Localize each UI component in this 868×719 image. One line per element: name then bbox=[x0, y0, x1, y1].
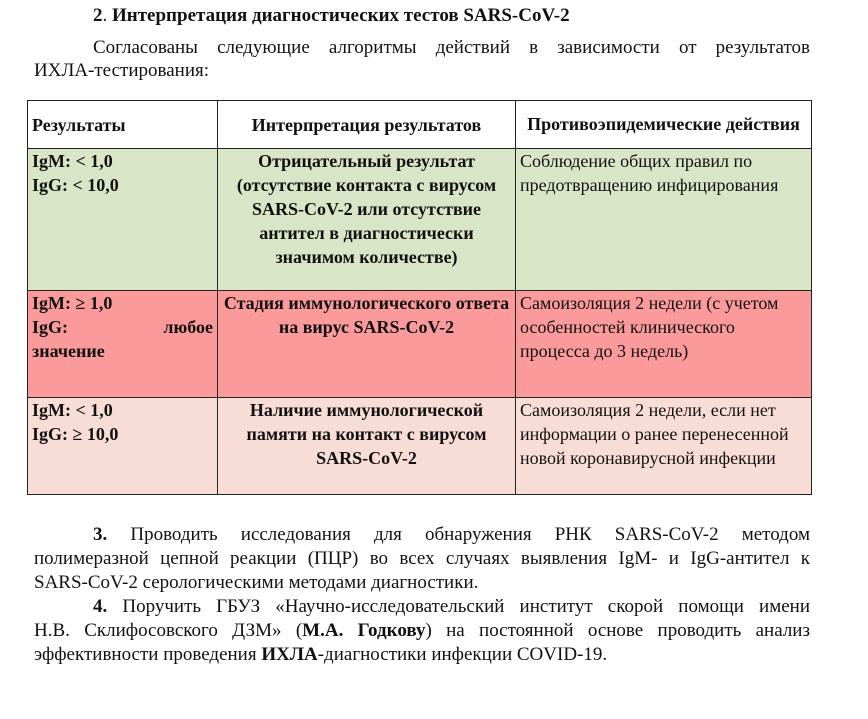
igg-label: IgG: bbox=[32, 317, 68, 337]
section-number: 2 bbox=[93, 5, 103, 26]
interpretation-cell: Наличие иммунологической памяти на контакт с вирусом SARS-CoV-2 bbox=[218, 398, 516, 495]
igg-value: IgG: < 10,0 bbox=[32, 175, 119, 195]
igm-value: IgM: < 1,0 bbox=[32, 400, 113, 420]
paragraph-4-line-1: 4. Поручить ГБУЗ «Научно-исследовательский институт скорой помощи имени bbox=[93, 596, 811, 617]
paragraph-4-number: 4. bbox=[93, 596, 108, 617]
intro-paragraph bbox=[34, 36, 810, 82]
paragraph-4 bbox=[34, 595, 810, 667]
results-cell bbox=[28, 398, 218, 495]
header-interpretation: Интерпретация результатов bbox=[218, 101, 516, 149]
igg-value: IgG: ≥ 10,0 bbox=[32, 424, 119, 444]
test-interpretation-table bbox=[27, 100, 812, 495]
actions-cell: Самоизоляция 2 недели (с учетом особенностей клинического процесса до 3 недель) bbox=[516, 291, 812, 398]
igg-value-part2: значение bbox=[32, 341, 105, 361]
igg-line bbox=[32, 315, 213, 339]
actions-cell: Соблюдение общих правил по предотвращению инфицирования bbox=[516, 149, 812, 291]
paragraph-3-number: 3. bbox=[93, 524, 108, 545]
table-row bbox=[28, 398, 812, 495]
paragraph-3-line-1: 3. Проводить исследования для обнаружения РНК SARS-CoV-2 методом bbox=[93, 524, 810, 545]
results-cell bbox=[28, 149, 218, 291]
intro-line-1: Согласованы следующие алгоритмы действий в зависимости от результатов bbox=[93, 37, 810, 58]
paragraph-3-line-3: SARS-CoV-2 серологическими методами диагностики. bbox=[34, 572, 479, 593]
igm-value: IgM: < 1,0 bbox=[32, 151, 113, 171]
section-heading: 2. Интерпретация диагностических тестов SARS-CoV-2 bbox=[93, 5, 570, 26]
ihla-term: ИХЛА bbox=[261, 644, 318, 665]
interpretation-cell: Отрицательный результат (отсутствие контакта с вирусом SARS-CoV-2 или отсутствие антител в диагностически значимом количестве) bbox=[218, 149, 516, 291]
paragraph-4-line-2: Н.В. Склифосовского ДЗМ» (М.А. Годкову) на постоянной основе проводить анализ bbox=[34, 620, 810, 641]
header-results: Результаты bbox=[28, 101, 218, 149]
interpretation-cell: Стадия иммунологического ответа на вирус SARS-CoV-2 bbox=[218, 291, 516, 398]
section-title: Интерпретация диагностических тестов SARS-CoV-2 bbox=[112, 5, 570, 26]
results-cell bbox=[28, 291, 218, 398]
paragraph-4-line-3: эффективности проведения ИХЛА-диагностики инфекции COVID-19. bbox=[34, 644, 608, 665]
table-header-row bbox=[28, 101, 812, 149]
table-row bbox=[28, 149, 812, 291]
responsible-person: М.А. Годкову bbox=[302, 620, 426, 641]
igm-value: IgM: ≥ 1,0 bbox=[32, 293, 113, 313]
igg-value-part1: любое bbox=[163, 317, 213, 337]
paragraph-3 bbox=[34, 523, 810, 595]
intro-line-2: ИХЛА-тестирования: bbox=[34, 60, 209, 81]
paragraph-3-line-2: полимеразной цепной реакции (ПЦР) во всех случаях выявления IgM- и IgG-антител к bbox=[34, 548, 810, 569]
actions-cell: Самоизоляция 2 недели, если нет информации о ранее перенесенной новой коронавирусной инфекции bbox=[516, 398, 812, 495]
header-actions: Противоэпидемические действия bbox=[516, 101, 812, 149]
table-row bbox=[28, 291, 812, 398]
